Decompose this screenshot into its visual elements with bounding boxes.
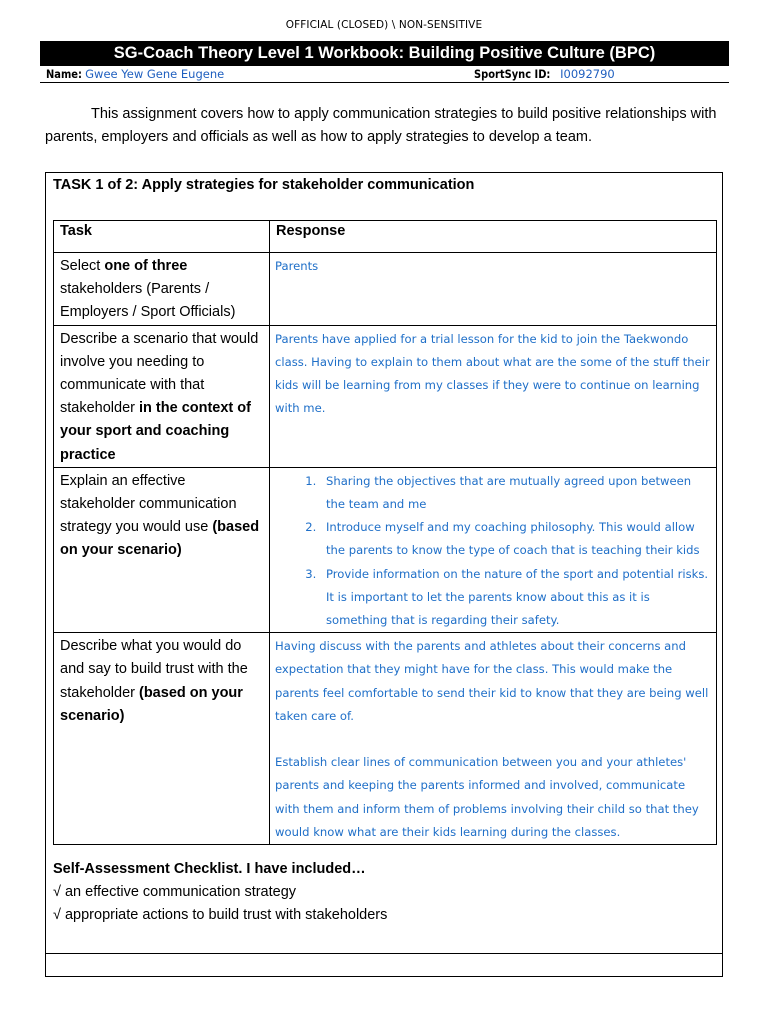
response-cell[interactable] [270, 325, 717, 467]
checklist-heading: Self-Assessment Checklist. I have included… [53, 861, 366, 877]
task-text: Select [60, 258, 105, 274]
list-item: 2. Introduce myself and my coaching philosophy. This would allow the parents to know the type of coach that is teaching their kids [320, 516, 711, 562]
response-text: Parents [275, 259, 319, 273]
task-text-emphasis: in the context of your sport and coaching practice [60, 400, 251, 463]
task-column-header: Task [54, 221, 270, 253]
response-cell[interactable] [270, 253, 717, 326]
name-label: Name: [46, 67, 82, 81]
table-row [54, 253, 717, 326]
intro-paragraph: This assignment covers how to apply communication strategies to build positive relationships with parents, employers and officials as well as how to apply strategies to develop a team. [45, 106, 717, 145]
list-item: 3. Provide information on the nature of the sport and potential risks. It is important to let the parents know about this as it is something that is regarding their safety. [320, 563, 711, 633]
response-cell[interactable] [270, 467, 717, 632]
task-text-emphasis: (based on your scenario) [60, 519, 260, 559]
response-paragraph: Establish clear lines of communication between you and your athletes' parents and keeping the parents informed and involved, communicate with them and inform them of problems involving their child so that they would know what are their kids learning during the classes. [275, 755, 699, 839]
table-header-row [54, 221, 717, 253]
paragraph-spacer [275, 728, 711, 751]
self-assessment-checklist [53, 858, 387, 927]
task-cell [54, 253, 270, 326]
task-text: Describe what you would do and say to build trust with the stakeholder [60, 638, 248, 701]
table-row [54, 467, 717, 632]
name-value[interactable]: Gwee Yew Gene Eugene [85, 67, 225, 81]
task-table [53, 220, 717, 845]
task-text: stakeholders (Parents / Employers / Sport Officials) [60, 281, 236, 321]
list-item: 1. Sharing the objectives that are mutually agreed upon between the team and me [320, 470, 711, 516]
sportsync-id-field [474, 67, 615, 81]
meta-row [40, 66, 729, 83]
strategy-list [275, 470, 711, 632]
response-cell[interactable] [270, 633, 717, 845]
checklist-item: √ appropriate actions to build trust with stakeholders [53, 907, 388, 923]
table-row [54, 325, 717, 467]
task-heading: TASK 1 of 2: Apply strategies for stakeholder communication [53, 177, 475, 193]
task-cell [54, 325, 270, 467]
task-cell [54, 467, 270, 632]
response-column-header: Response [270, 221, 717, 253]
table-row [54, 633, 717, 845]
task-section [45, 172, 723, 977]
task-text-emphasis: one of three [104, 258, 188, 274]
response-paragraph: Having discuss with the parents and athletes about their concerns and expectation that they might have for the class. This would make the parents feel comfortable to send their kid to know that they are being well taken care of. [275, 639, 709, 723]
task-text: Describe a scenario that would involve you needing to communicate with that stakeholder [60, 330, 259, 417]
task-text: Explain an effective stakeholder communication strategy you would use [60, 472, 237, 536]
name-field [46, 67, 224, 81]
section-divider [46, 953, 722, 954]
sportsync-id-value[interactable]: I0092790 [560, 67, 615, 81]
response-text: Parents have applied for a trial lesson for the kid to join the Taekwondo class. Having to explain to them about what are the some of the stuff their kids will be learning from my classes if they were to continue on learning with me. [275, 331, 710, 416]
checklist-item: √ an effective communication strategy [53, 884, 297, 900]
sportsync-id-label: SportSync ID: [474, 67, 551, 81]
task-cell [54, 633, 270, 845]
document-title: SG-Coach Theory Level 1 Workbook: Building Positive Culture (BPC) [40, 41, 729, 66]
task-text-emphasis: (based on your scenario) [60, 684, 243, 724]
classification-label: OFFICIAL (CLOSED) \ NON-SENSITIVE [285, 19, 483, 31]
